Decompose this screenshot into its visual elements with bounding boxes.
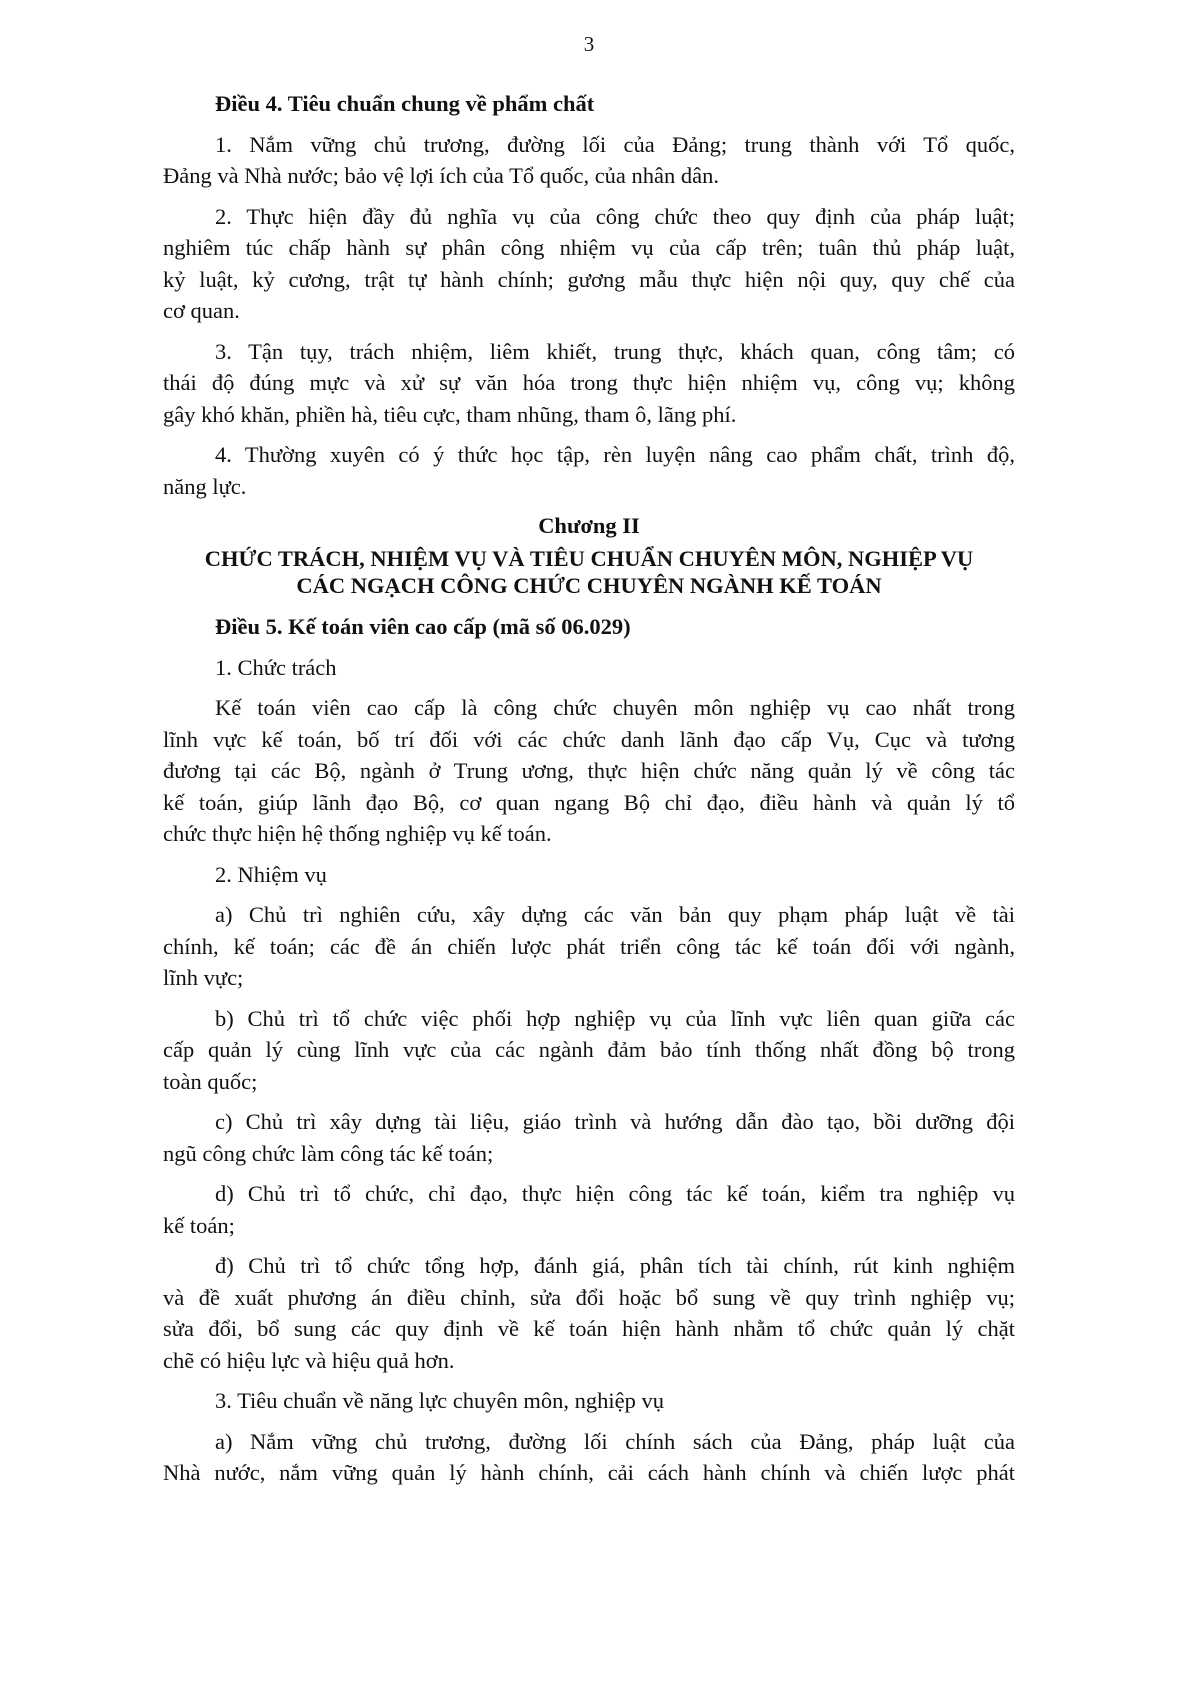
text-line: cơ quan.: [163, 298, 240, 323]
text-line: chẽ có hiệu lực và hiệu quả hơn.: [163, 1347, 455, 1373]
text-line: kế toán, giúp lãnh đạo Bộ, cơ quan ngang Bộ chỉ đạo, điều hành và quản lý tổ: [163, 789, 1015, 815]
article-heading: [163, 88, 1015, 120]
text-line: CÁC NGẠCH CÔNG CHỨC CHUYÊN NGÀNH KẾ TOÁN: [296, 573, 882, 598]
paragraph: [163, 201, 1015, 327]
text-line: Nhà nước, nắm vững quản lý hành chính, cải cách hành chính và chiến lược phát: [163, 1460, 1015, 1485]
text-line: ngũ công chức làm công tác kế toán;: [163, 1140, 494, 1166]
text-line: a) Chủ trì nghiên cứu, xây dựng các văn bản quy phạm pháp luật về tài: [215, 902, 1015, 927]
text-line: 3. Tận tụy, trách nhiệm, liêm khiết, trung thực, khách quan, công tâm; có: [215, 338, 1015, 364]
text-line: a) Nắm vững chủ trương, đường lối chính sách của Đảng, pháp luật của: [215, 1428, 1015, 1454]
paragraph: [163, 692, 1015, 850]
paragraph: [163, 859, 1015, 891]
paragraph: [163, 652, 1015, 684]
article-heading: [163, 611, 1015, 643]
text-line: đương tại các Bộ, ngành ở Trung ương, thực hiện chức năng quản lý về công tác: [163, 758, 1015, 783]
text-line: thái độ đúng mực và xử sự văn hóa trong thực hiện nhiệm vụ, công vụ; không: [163, 370, 1015, 395]
document-body: [163, 88, 1015, 1498]
text-line: năng lực.: [163, 473, 247, 499]
paragraph: [163, 129, 1015, 192]
page-number: 3: [583, 32, 595, 56]
text-line: 3. Tiêu chuẩn về năng lực chuyên môn, nghiệp vụ: [215, 1388, 665, 1413]
text-line: kỷ luật, kỷ cương, trật tự hành chính; gương mẫu thực hiện nội quy, quy chế của: [163, 266, 1015, 292]
text-line: sửa đổi, bổ sung các quy định về kế toán hiện hành nhằm tổ chức quản lý chặt: [163, 1316, 1015, 1341]
text-line: chức thực hiện hệ thống nghiệp vụ kế toán.: [163, 821, 552, 846]
paragraph: [163, 336, 1015, 431]
paragraph: [163, 1003, 1015, 1098]
text-line: đ) Chủ trì tổ chức tổng hợp, đánh giá, phân tích tài chính, rút kinh nghiệm: [215, 1253, 1015, 1278]
paragraph: [163, 1426, 1015, 1489]
text-line: kế toán;: [163, 1212, 235, 1238]
paragraph: [163, 899, 1015, 994]
text-line: d) Chủ trì tổ chức, chỉ đạo, thực hiện công tác kế toán, kiểm tra nghiệp vụ: [215, 1181, 1015, 1206]
text-line: toàn quốc;: [163, 1068, 258, 1094]
paragraph: [163, 1385, 1015, 1417]
chapter-title: [163, 545, 1015, 599]
text-line: lĩnh vực kế toán, bố trí đối với các chức danh lãnh đạo cấp Vụ, Cục và tương: [163, 726, 1015, 752]
text-line: Kế toán viên cao cấp là công chức chuyên môn nghiệp vụ cao nhất trong: [215, 695, 1015, 720]
text-line: chính, kế toán; các đề án chiến lược phát triển công tác kế toán đối với ngành,: [163, 933, 1015, 959]
text-line: Điều 4. Tiêu chuẩn chung về phẩm chất: [215, 91, 595, 116]
text-line: 2. Nhiệm vụ: [215, 861, 327, 887]
text-line: c) Chủ trì xây dựng tài liệu, giáo trình và hướng dẫn đào tạo, bồi dưỡng đội: [215, 1109, 1015, 1134]
paragraph: [163, 439, 1015, 502]
paragraph: [163, 1106, 1015, 1169]
text-line: gây khó khăn, phiền hà, tiêu cực, tham nhũng, tham ô, lãng phí.: [163, 401, 737, 427]
text-line: và đề xuất phương án điều chỉnh, sửa đổi hoặc bổ sung về quy trình nghiệp vụ;: [163, 1284, 1015, 1310]
text-line: lĩnh vực;: [163, 965, 244, 990]
text-line: 1. Chức trách: [215, 654, 337, 680]
text-line: Điều 5. Kế toán viên cao cấp (mã số 06.029): [215, 614, 631, 639]
text-line: 1. Nắm vững chủ trương, đường lối của Đảng; trung thành với Tổ quốc,: [215, 131, 1015, 157]
text-line: CHỨC TRÁCH, NHIỆM VỤ VÀ TIÊU CHUẨN CHUYÊN MÔN, NGHIỆP VỤ: [204, 546, 974, 571]
chapter-number: [163, 511, 1015, 541]
paragraph: [163, 1250, 1015, 1376]
text-line: Chương II: [538, 513, 640, 538]
text-line: Đảng và Nhà nước; bảo vệ lợi ích của Tổ quốc, của nhân dân.: [163, 163, 720, 188]
text-line: 4. Thường xuyên có ý thức học tập, rèn luyện nâng cao phẩm chất, trình độ,: [215, 442, 1015, 467]
text-line: b) Chủ trì tổ chức việc phối hợp nghiệp vụ của lĩnh vực liên quan giữa các: [215, 1005, 1015, 1031]
text-line: cấp quản lý cùng lĩnh vực của các ngành đảm bảo tính thống nhất đồng bộ trong: [163, 1037, 1015, 1062]
text-line: nghiêm túc chấp hành sự phân công nhiệm vụ của cấp trên; tuân thủ pháp luật,: [163, 235, 1015, 260]
text-line: 2. Thực hiện đầy đủ nghĩa vụ của công chức theo quy định của pháp luật;: [215, 203, 1015, 229]
paragraph: [163, 1178, 1015, 1241]
